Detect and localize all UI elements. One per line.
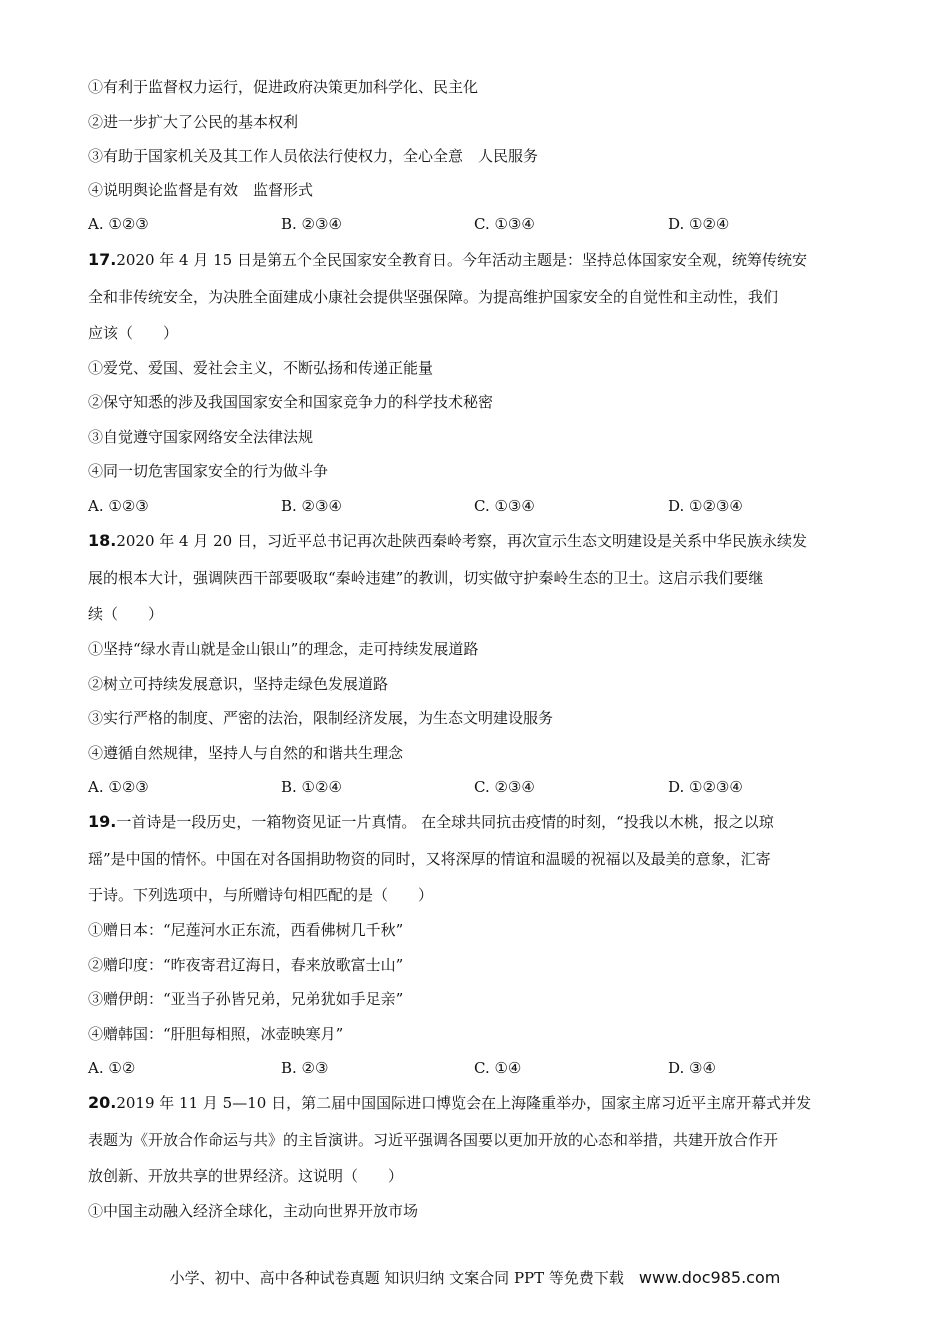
text-line: 展的根本大计，强调陕西干部要吸取“秦岭违建”的教训，切实做守护秦岭生态的卫士。这启示我们要继 [88, 569, 764, 587]
option-b: B. ②③ [281, 1059, 329, 1077]
text-line: ①中国主动融入经济全球化，主动向世界开放市场 [88, 1202, 419, 1220]
text-line: ①爱党、爱国、爱社会主义，不断弘扬和传递正能量 [88, 359, 434, 377]
question-stem [88, 531, 868, 551]
text-line: ④同一切危害国家安全的行为做斗争 [88, 462, 329, 480]
question-stem [88, 250, 868, 270]
question-stem [88, 1093, 868, 1113]
option-c: C. ①③④ [474, 215, 535, 233]
option-a: A. ①②③ [88, 215, 149, 233]
text-line: ③自觉遵守国家网络安全法律法规 [88, 428, 314, 446]
option-b: B. ②③④ [281, 497, 342, 515]
text-line: 全和非传统安全，为决胜全面建成小康社会提供坚强保障。为提高维护国家安全的自觉性和主动性，我们 [88, 288, 779, 306]
text-line: ①赠日本：“尼莲河水正东流，西看佛树几千秋” [88, 921, 404, 939]
text-line: ①有利于监督权力运行，促进政府决策更加科学化、民主化 [88, 78, 479, 96]
text-line: ④赠韩国：“肝胆每相照，冰壶映寒月” [88, 1025, 344, 1043]
question-text: 2020 年 4 月 15 日是第五个全民国家安全教育日。今年活动主题是：坚持总体国家安全观，统筹传统安 [116, 251, 807, 269]
option-a: A. ①②③ [88, 778, 149, 796]
option-c: C. ①③④ [474, 497, 535, 515]
option-a: A. ①②③ [88, 497, 149, 515]
answer-options [88, 1058, 868, 1078]
text-line: ②树立可持续发展意识，坚持走绿色发展道路 [88, 675, 389, 693]
text-line: 放创新、开放共享的世界经济。这说明（ ） [88, 1167, 404, 1185]
text-line: ④遵循自然规律，坚持人与自然的和谐共生理念 [88, 744, 404, 762]
question-number: 18. [88, 531, 117, 550]
option-c: C. ①④ [474, 1059, 522, 1077]
text-line: ③实行严格的制度、严密的法治，限制经济发展，为生态文明建设服务 [88, 709, 554, 727]
text-line: 续（ ） [88, 605, 164, 623]
text-line: 应该（ ） [88, 324, 179, 342]
text-line: ②赠印度：“昨夜寄君辽海日，春来放歌富士山” [88, 956, 404, 974]
text-line: ③有助于国家机关及其工作人员依法行使权力，全心全意 人民服务 [88, 147, 539, 165]
option-b: B. ①②④ [281, 778, 342, 796]
question-stem [88, 812, 868, 832]
text-line: ②保守知悉的涉及我国国家安全和国家竞争力的科学技术秘密 [88, 393, 494, 411]
option-d: D. ①②④ [668, 215, 730, 233]
question-number: 17. [88, 250, 117, 269]
option-d: D. ③④ [668, 1059, 716, 1077]
question-text: 一首诗是一段历史，一箱物资见证一片真情。 在全球共同抗击疫情的时刻，“投我以木桃，报之以琼 [116, 813, 774, 831]
text-line: 瑶”是中国的情怀。中国在对各国捐助物资的同时，又将深厚的情谊和温暖的祝福以及最美的意象，汇寄 [88, 850, 771, 868]
footer-site-link[interactable]: www.doc985.com [638, 1268, 781, 1287]
text-line: 表题为《开放合作命运与共》的主旨演讲。习近平强调各国要以更加开放的心态和举措，共建开放合作开 [88, 1131, 779, 1149]
text-line: ③赠伊朗：“亚当子孙皆兄弟，兄弟犹如手足亲” [88, 990, 404, 1008]
question-text: 2019 年 11 月 5—10 日，第二届中国国际进口博览会在上海隆重举办，国家主席习近平主席开幕式并发 [116, 1094, 812, 1112]
text-line: ①坚持“绿水青山就是金山银山”的理念，走可持续发展道路 [88, 640, 479, 658]
option-d: D. ①②③④ [668, 497, 743, 515]
option-b: B. ②③④ [281, 215, 342, 233]
answer-options [88, 777, 868, 797]
text-line: ④说明舆论监督是有效 监督形式 [88, 181, 314, 199]
text-line: ②进一步扩大了公民的基本权利 [88, 113, 299, 131]
text-line: 于诗。下列选项中，与所赠诗句相匹配的是（ ） [88, 886, 434, 904]
answer-options [88, 214, 868, 234]
footer-text: 小学、初中、高中各种试卷真题 知识归纳 文案合同 PPT 等免费下载 [169, 1269, 639, 1287]
option-c: C. ②③④ [474, 778, 535, 796]
question-number: 20. [88, 1093, 117, 1112]
option-d: D. ①②③④ [668, 778, 743, 796]
option-a: A. ①② [88, 1059, 136, 1077]
footer [0, 1268, 950, 1288]
question-text: 2020 年 4 月 20 日，习近平总书记再次赴陕西秦岭考察，再次宣示生态文明建设是关系中华民族永续发 [116, 532, 807, 550]
answer-options [88, 496, 868, 516]
question-number: 19. [88, 812, 117, 831]
